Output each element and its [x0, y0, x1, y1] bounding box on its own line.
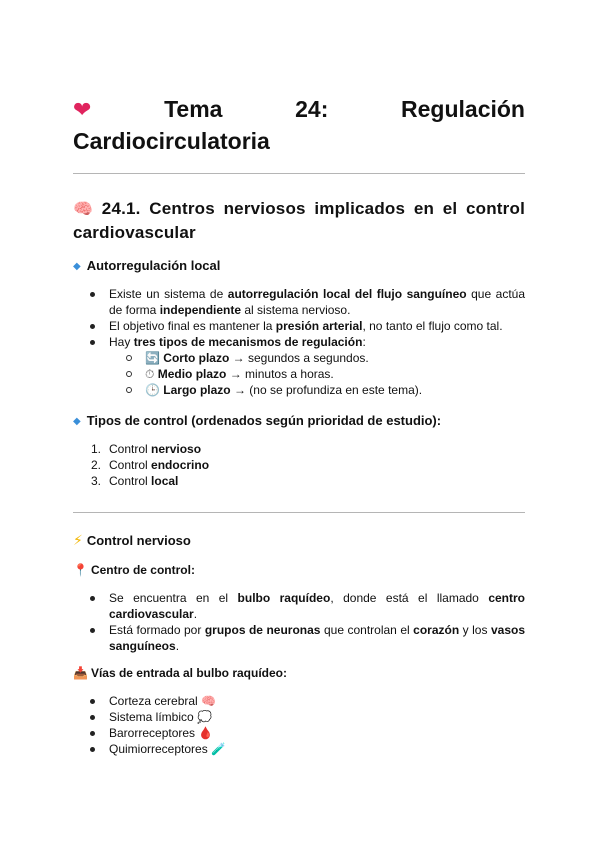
list-item: Quimiorreceptores 🧪: [109, 741, 525, 757]
subheading-autorregulacion: ◆ Autorregulación local: [73, 258, 221, 273]
centro-list: [109, 590, 525, 654]
thought-bubble-icon: 💭: [197, 710, 212, 724]
test-tube-icon: 🧪: [211, 742, 226, 756]
diamond-icon: ◆: [73, 261, 81, 272]
subheading-tipos: ◆ Tipos de control (ordenados según prioridad de estudio):: [73, 413, 442, 428]
vias-list: [109, 693, 525, 757]
list-item: El objetivo final es mantener la presión arterial, no tanto el flujo como tal.: [109, 318, 525, 334]
section-heading: 🧠 24.1. Centros nerviosos implicados en el control cardiovascular: [73, 199, 525, 242]
heart-icon: ❤: [73, 98, 92, 123]
lightning-icon: ⚡: [73, 533, 83, 549]
page-title: ❤ Tema 24: Regulación Cardiocirculatoria: [73, 96, 525, 154]
subheading-centro-control: 📍 Centro de control:: [73, 563, 195, 577]
diamond-icon: ◆: [73, 416, 81, 427]
mechanism-item: 🕒 Largo plazo → (no se profundiza en este tema).: [145, 382, 525, 398]
divider: [73, 512, 525, 513]
pin-icon: 📍: [73, 563, 88, 577]
tipos-list: [91, 441, 525, 489]
list-item: Sistema límbico 💭: [109, 709, 525, 725]
list-item: Corteza cerebral 🧠: [109, 693, 525, 709]
arrows-refresh-icon: 🔄: [145, 351, 160, 365]
autorregulacion-list: [109, 286, 525, 398]
list-item: 3. Control local: [91, 474, 179, 488]
subheading-vias-entrada: 📥 Vías de entrada al bulbo raquídeo:: [73, 666, 287, 680]
subheading-control-nervioso: ⚡ Control nervioso: [73, 533, 191, 549]
divider: [73, 173, 525, 174]
list-item: 2. Control endocrino: [91, 458, 210, 472]
list-item: Existe un sistema de autorregulación local del flujo sanguíneo que actúa de forma independiente al sistema nervioso.: [109, 287, 525, 317]
list-item: Está formado por grupos de neuronas que controlan el corazón y los vasos sanguíneos.: [109, 623, 525, 653]
brain-icon: 🧠: [73, 199, 94, 218]
list-item: Barorreceptores 🩸: [109, 725, 525, 741]
inbox-tray-icon: 📥: [73, 666, 88, 680]
mechanism-item: ⏱ Medio plazo → minutos a horas.: [145, 366, 525, 382]
stopwatch-icon: ⏱: [145, 367, 155, 381]
mechanism-list: [145, 350, 525, 398]
brain-icon: 🧠: [201, 694, 217, 708]
list-item: Hay tres tipos de mecanismos de regulación: 🔄 Corto plazo → segundos a segundos. ⏱ Medio plazo → minutos a horas. 🕒 Largo plazo → (no se profundiza en este tema).: [109, 334, 525, 398]
list-item: Se encuentra en el bulbo raquídeo, donde está el llamado centro cardiovascular.: [109, 591, 525, 621]
clock-icon: 🕒: [145, 383, 160, 397]
list-item: 1. Control nervioso: [91, 442, 202, 456]
mechanism-item: 🔄 Corto plazo → segundos a segundos.: [145, 350, 525, 366]
blood-drop-icon: 🩸: [198, 726, 214, 740]
